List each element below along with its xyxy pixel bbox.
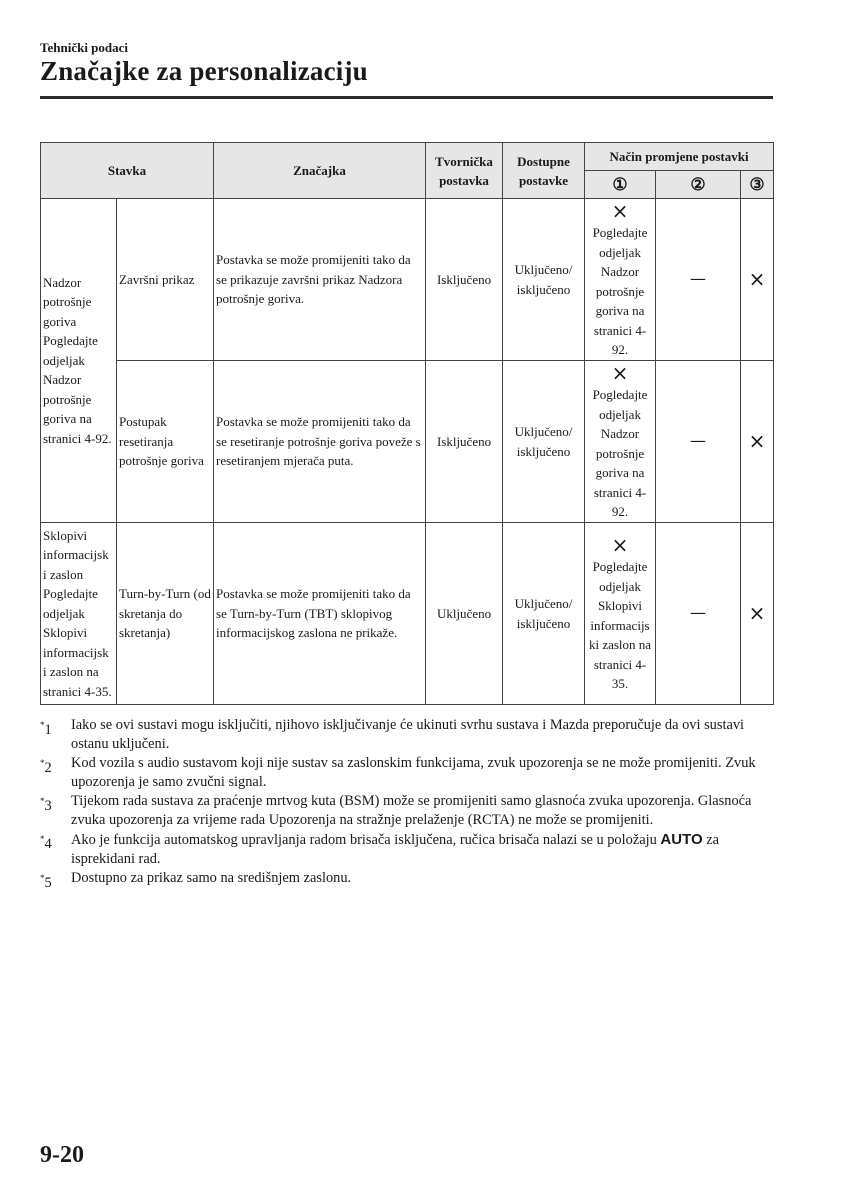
header-method-3: ③ [741, 171, 774, 199]
header-dostupne: Dostupne postavke [503, 143, 585, 199]
method-1-cell [585, 199, 656, 361]
cross-icon: × [748, 428, 766, 453]
method-2-cell [656, 361, 741, 523]
item-cell: Nadzor potrošnje goriva Pogledajte odjeljak Nadzor potrošnje goriva na stranici 4-92. [41, 199, 117, 523]
method-1-text: Pogledajte odjeljak Sklopivi informacijs ki zaslon na stranici 4-35. [588, 559, 652, 691]
footnote-number: *3 [40, 796, 52, 814]
table-row [41, 199, 774, 361]
method-1-cell [585, 361, 656, 523]
available-cell: Uključeno/ isključeno [503, 361, 585, 523]
method-3-cell [741, 199, 774, 361]
available-cell: Uključeno/ isključeno [503, 523, 585, 705]
available-cell: Uključeno/ isključeno [503, 199, 585, 361]
header-tvornicka: Tvornička postavka [426, 143, 503, 199]
footnote-text: Iako se ovi sustavi mogu isključiti, njihovo isključivanje će ukinuti svrhu sustava i Mazda preporučuje da ovi sustavi ostanu uključeni. [71, 717, 745, 752]
footnotes [40, 716, 775, 893]
cross-icon: × [748, 600, 766, 625]
footnote-number: *2 [40, 758, 52, 776]
method-1-text: Pogledajte odjeljak Nadzor potrošnje goriva na stranici 4-92. [592, 387, 648, 519]
footnote-number: *1 [40, 720, 52, 738]
footnote-item [40, 754, 775, 792]
item-cell: Sklopivi informacijsk i zaslon Pogledajte odjeljak Sklopivi informacijsk i zaslon na stranici 4-35. [41, 523, 117, 705]
feature-cell: Postavka se može promijeniti tako da se resetiranje potrošnje goriva poveže s resetiranjem mjerača puta. [214, 361, 426, 523]
title-rule [40, 96, 773, 99]
header-znacajka: Značajka [214, 143, 426, 199]
footnote-text: Tijekom rada sustava za praćenje mrtvog kuta (BSM) može se promijeniti samo glasnoća zvuka upozorenja. Glasnoća zvuka upozorenja za vrijeme rada Upozorenja na stražnje prelaženje (RCTA) ne može se promijeniti. [71, 793, 752, 828]
footnote-number: *4 [40, 834, 52, 852]
header-method-2: ② [656, 171, 741, 199]
factory-cell: Uključeno [426, 523, 503, 705]
method-3-cell [741, 361, 774, 523]
header-nacin: Način promjene postavki [585, 143, 774, 171]
feature-cell: Postavka se može promijeniti tako da se prikazuje završni prikaz Nadzora potrošnje goriva. [214, 199, 426, 361]
table-row [41, 523, 774, 705]
footnote-text: Ako je funkcija automatskog upravljanja radom brisača isključena, ručica brisača nalazi se u položaju AUTO za isprekidani rad. [71, 831, 720, 867]
footnote-item [40, 716, 775, 754]
header-stavka: Stavka [41, 143, 214, 199]
settings-table [40, 142, 774, 705]
page-title: Značajke za personalizaciju [40, 56, 368, 86]
dash-icon: — [690, 603, 707, 623]
subitem-cell: Turn-by-Turn (od skretanja do skretanja) [117, 523, 214, 705]
header-method-1: ① [585, 171, 656, 199]
footnote-item [40, 869, 775, 893]
cross-icon: × [748, 266, 766, 291]
factory-cell: Isključeno [426, 199, 503, 361]
subitem-cell: Završni prikaz [117, 199, 214, 361]
feature-cell: Postavka se može promijeniti tako da se Turn-by-Turn (TBT) sklopivog informacijskog zaslona ne prikaže. [214, 523, 426, 705]
cross-icon: × [611, 360, 629, 385]
dash-icon: — [690, 269, 707, 289]
method-2-cell [656, 523, 741, 705]
dash-icon: — [690, 431, 707, 451]
method-2-cell [656, 199, 741, 361]
footnote-item [40, 830, 775, 869]
cross-icon: × [611, 198, 629, 223]
footnote-item [40, 792, 775, 830]
auto-position-label: AUTO [660, 831, 703, 848]
section-label: Tehnički podaci [40, 40, 129, 55]
page-number: 9-20 [40, 1142, 84, 1168]
footnote-text: Kod vozila s audio sustavom koji nije sustav sa zaslonskim funkcijama, zvuk upozorenja se ne može promijeniti. Zvuk upozorenja je samo zvučni signal. [71, 755, 756, 790]
method-1-cell [585, 523, 656, 705]
method-1-text: Pogledajte odjeljak Nadzor potrošnje goriva na stranici 4-92. [592, 225, 648, 357]
factory-cell: Isključeno [426, 361, 503, 523]
method-3-cell [741, 523, 774, 705]
subitem-cell: Postupak resetiranja potrošnje goriva [117, 361, 214, 523]
footnote-number: *5 [40, 873, 52, 891]
table-row [41, 361, 774, 523]
cross-icon: × [611, 532, 629, 557]
footnote-text: Dostupno za prikaz samo na središnjem zaslonu. [71, 870, 352, 886]
